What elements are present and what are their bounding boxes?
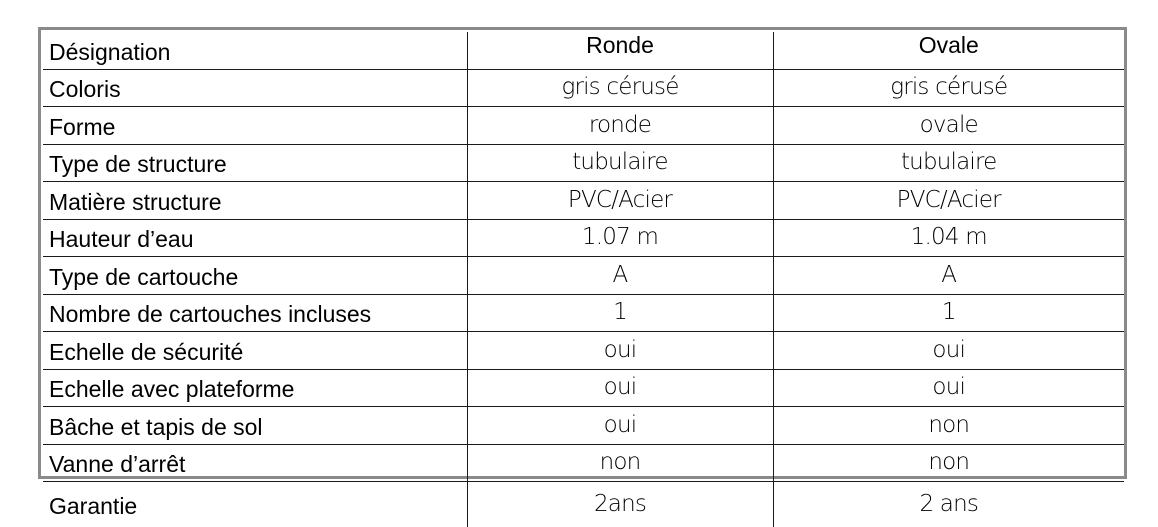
table-row [43, 257, 1124, 295]
cell-ovale: non [773, 407, 1124, 445]
row-label: Type de cartouche [43, 257, 467, 295]
column-header-designation: Désignation [43, 32, 467, 69]
cell-ovale: non [773, 444, 1124, 482]
row-label: Forme [43, 107, 467, 145]
row-label: Hauteur d’eau [43, 219, 467, 257]
cell-ovale: A [773, 257, 1124, 295]
table-header-row [43, 32, 1124, 69]
cell-ronde: gris cérusé [467, 69, 773, 107]
cell-ovale: oui [773, 369, 1124, 407]
cell-ronde: non [467, 444, 773, 482]
cell-ovale: 2 ans [773, 482, 1124, 527]
row-label: Echelle de sécurité [43, 332, 467, 370]
row-label: Echelle avec plateforme [43, 369, 467, 407]
cell-ronde: oui [467, 369, 773, 407]
row-label: Bâche et tapis de sol [43, 407, 467, 445]
table-row [43, 219, 1124, 257]
table-row [43, 407, 1124, 445]
cell-ronde: 2ans [467, 482, 773, 527]
table-row [43, 107, 1124, 145]
cell-ovale: gris cérusé [773, 69, 1124, 107]
cell-ronde: 1.07 m [467, 219, 773, 257]
row-label: Garantie [43, 482, 467, 527]
row-label: Vanne d’arrêt [43, 444, 467, 482]
row-label: Nombre de cartouches incluses [43, 294, 467, 332]
cell-ovale: tubulaire [773, 144, 1124, 182]
table-row [43, 294, 1124, 332]
table-row [43, 369, 1124, 407]
table-row [43, 144, 1124, 182]
cell-ronde: tubulaire [467, 144, 773, 182]
cell-ronde: A [467, 257, 773, 295]
cell-ovale: 1 [773, 294, 1124, 332]
spec-table [43, 32, 1124, 527]
cell-ronde: ronde [467, 107, 773, 145]
spec-table-frame [38, 27, 1127, 479]
cell-ronde: oui [467, 332, 773, 370]
table-row [43, 444, 1124, 482]
table-row [43, 69, 1124, 107]
table-row [43, 182, 1124, 220]
cell-ovale: oui [773, 332, 1124, 370]
cell-ovale: 1.04 m [773, 219, 1124, 257]
cell-ronde: 1 [467, 294, 773, 332]
row-label: Type de structure [43, 144, 467, 182]
cell-ovale: ovale [773, 107, 1124, 145]
column-header-ovale: Ovale [773, 32, 1124, 69]
cell-ovale: PVC/Acier [773, 182, 1124, 220]
table-row [43, 332, 1124, 370]
column-header-ronde: Ronde [467, 32, 773, 69]
table-row [43, 482, 1124, 527]
row-label: Coloris [43, 69, 467, 107]
cell-ronde: oui [467, 407, 773, 445]
cell-ronde: PVC/Acier [467, 182, 773, 220]
row-label: Matière structure [43, 182, 467, 220]
